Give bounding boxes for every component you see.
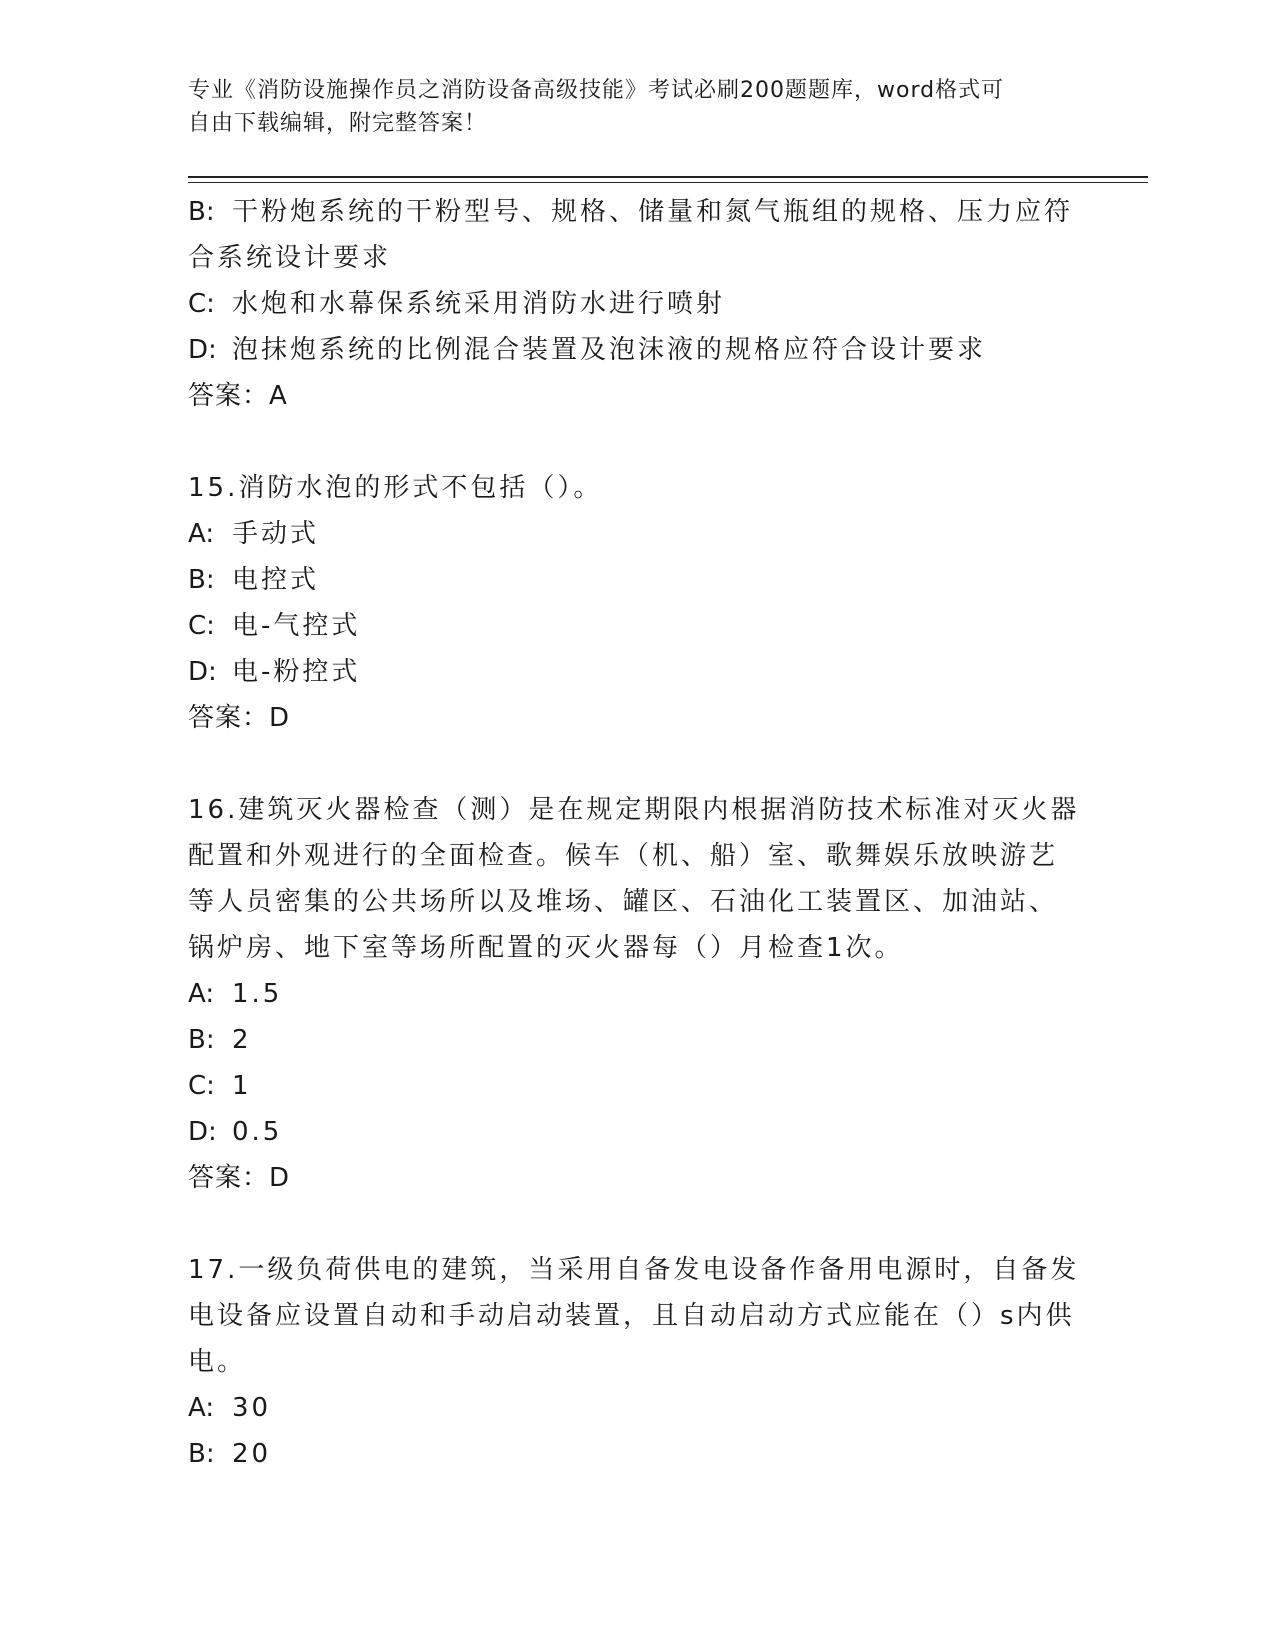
option-key: B: [188, 1025, 215, 1055]
question-text-line-1: 16.建筑灭火器检查（测）是在规定期限内根据消防技术标准对灭火器 [188, 795, 1080, 825]
answer-label: 答案： [188, 703, 270, 733]
answer-label: 答案： [188, 1163, 270, 1193]
option-b [188, 189, 1088, 235]
option-b-continuation: 合系统设计要求 [188, 243, 392, 273]
question-text-line-4: 锅炉房、地下室等场所配置的灭火器每（）月检查1次。 [188, 933, 904, 963]
option-text: 30 [232, 1393, 272, 1423]
document-body [188, 189, 1088, 1477]
answer-line [188, 1155, 1088, 1201]
header-divider-thick [188, 176, 1148, 178]
option-text: 0.5 [232, 1117, 283, 1147]
option-key: B: [188, 565, 215, 595]
option-a [188, 1385, 1088, 1431]
option-a [188, 971, 1088, 1017]
option-text: 20 [232, 1439, 272, 1469]
option-text: 1 [232, 1071, 252, 1101]
option-key: C: [188, 289, 215, 319]
option-text: 2 [232, 1025, 252, 1055]
answer-line [188, 695, 1088, 741]
option-key: C: [188, 1071, 215, 1101]
answer-value: A [269, 381, 288, 411]
option-a [188, 511, 1088, 557]
answer-label: 答案： [188, 381, 270, 411]
header-line-2: 自由下载编辑，附完整答案！ [188, 111, 488, 136]
option-b [188, 557, 1088, 603]
question-text-line-2: 配置和外观进行的全面检查。候车（机、船）室、歌舞娱乐放映游艺 [188, 841, 1059, 871]
option-d [188, 1109, 1088, 1155]
spacer [188, 741, 1088, 787]
option-key: D: [188, 335, 217, 365]
header-divider-thin [188, 182, 1148, 183]
option-text: 电-气控式 [232, 611, 361, 641]
option-key: B: [188, 1439, 215, 1469]
option-key: D: [188, 657, 217, 687]
question-16 [188, 787, 1088, 1201]
answer-value: D [269, 1163, 291, 1193]
question-14-continuation [188, 189, 1088, 419]
option-key: A: [188, 1393, 215, 1423]
answer-line [188, 373, 1088, 419]
option-text: 手动式 [232, 519, 320, 549]
option-key: B: [188, 197, 215, 227]
option-text: 电控式 [232, 565, 320, 595]
option-key: A: [188, 979, 215, 1009]
option-key: A: [188, 519, 215, 549]
spacer [188, 419, 1088, 465]
option-b [188, 1017, 1088, 1063]
option-c [188, 281, 1088, 327]
document-header [188, 74, 1068, 140]
option-d [188, 327, 1088, 373]
option-text: 1.5 [232, 979, 283, 1009]
header-line-1: 专业《消防设施操作员之消防设备高级技能》考试必刷200题题库，word格式可 [188, 78, 1005, 103]
option-c [188, 603, 1088, 649]
option-c [188, 1063, 1088, 1109]
option-text: 电-粉控式 [232, 657, 361, 687]
spacer [188, 1201, 1088, 1247]
option-text: 泡抹炮系统的比例混合装置及泡沫液的规格应符合设计要求 [232, 335, 987, 365]
option-key: D: [188, 1117, 217, 1147]
question-text-line-1: 17.一级负荷供电的建筑，当采用自备发电设备作备用电源时，自备发 [188, 1255, 1080, 1285]
question-17 [188, 1247, 1088, 1477]
option-key: C: [188, 611, 215, 641]
question-text-line-3: 等人员密集的公共场所以及堆场、罐区、石油化工装置区、加油站、 [188, 887, 1059, 917]
option-text: 水炮和水幕保系统采用消防水进行喷射 [232, 289, 726, 319]
question-text: 15.消防水泡的形式不包括（）。 [188, 473, 603, 503]
answer-value: D [269, 703, 291, 733]
option-d [188, 649, 1088, 695]
question-15 [188, 465, 1088, 741]
option-b [188, 1431, 1088, 1477]
question-text-line-2: 电设备应设置自动和手动启动装置，且自动启动方式应能在（）s内供 [188, 1301, 1075, 1331]
question-text-line-3: 电。 [188, 1347, 247, 1377]
option-text: 干粉炮系统的干粉型号、规格、储量和氮气瓶组的规格、压力应符 [232, 197, 1074, 227]
